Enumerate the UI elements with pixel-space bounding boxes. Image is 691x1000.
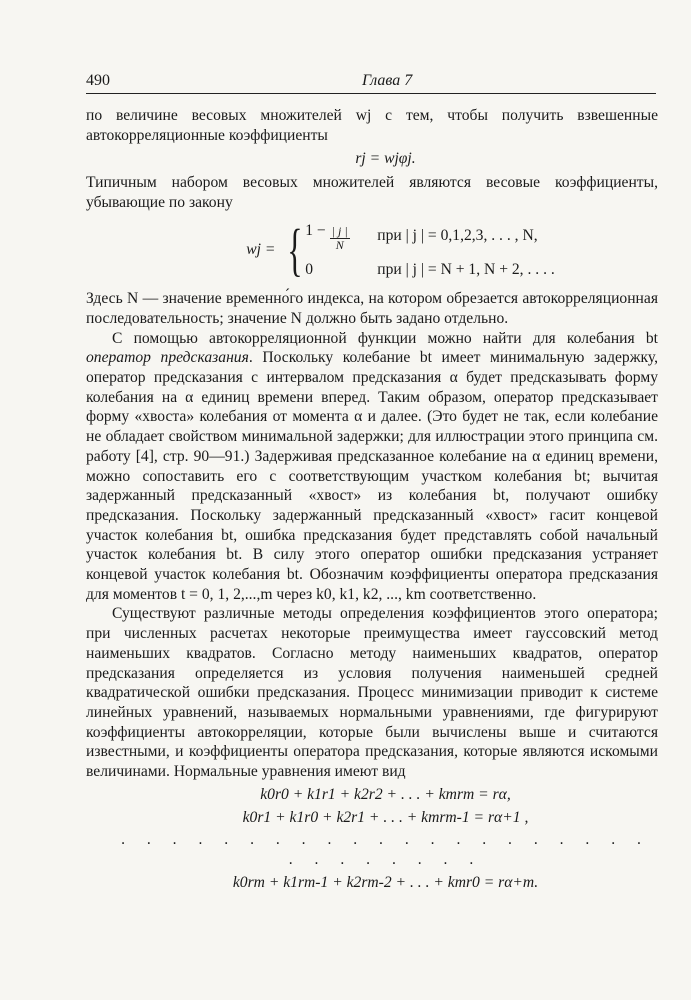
paragraph-5: Существуют различные методы определения коэффициентов этого оператора; при численных расчетах некоторые преимущества имеет гауссовский метод наименьших квадратов. Согласно методу наименьших квадратов, оператор предсказания определяется из условия получения наименьшей средней квадратической ошибки предсказания. Процесс минимизации приводит к системе линейных уравнений, называемых нормальными уравнениями, где фигурируют коэффициенты автокорреляции, которые были вычислены выше и считаются известными, и коэффициенты оператора предсказания, которые являются искомыми величинами. Нормальные уравнения имеют вид <box>86 605 658 781</box>
normal-equation-1: k0r0 + k1r1 + k2r2 + . . . + kmrm = rα, <box>260 785 511 803</box>
case-row-2 <box>305 260 555 280</box>
fraction-numerator: | j | <box>331 223 348 238</box>
paragraph-4-start: С помощью автокорреляционной функции можно найти для колебания bt <box>112 329 658 347</box>
header-rule <box>86 93 656 94</box>
page-header <box>86 72 656 92</box>
term-prediction-operator: оператор предсказания <box>86 349 249 367</box>
fraction-denominator: N <box>335 237 344 252</box>
cases <box>305 221 555 280</box>
paragraph-4-rest: . Поскольку колебание bt имеет минимальную задержку, оператор предсказания с интервалом предсказания α будет предсказывать форму колебания на α единиц времени вперед. Таким образом, оператор предсказывает форму «хвоста» колебания от момента α и далее. (Это будет не так, если колебание не обладает свойством минимальной задержки; для иллюстрации этого принципа см. работу [4], стр. 90—91.) Задерживая предсказанное колебание на α единиц времени, можно сопоставить его с соответствующим участком колебания bt; вычитая задержанный предсказанный «хвост» из колебания bt, получают ошибку предсказания. Поскольку задержанный предсказанный «хвост» гасит концевой участок колебания bt, ошибка предсказания будет представлять собой начальный участок колебания bt. В силу этого оператор ошибки предсказания устраняет концевой участок колебания bt. Обозначим коэффициенты оператора предсказания для моментов t = 0, 1, 2,...,m через k0, k1, k2, ..., km соответственно. <box>86 349 658 603</box>
chapter-title: Глава 7 <box>362 72 413 89</box>
normal-equations <box>113 785 658 893</box>
case-1-condition: при | j | = 0,1,2,3, . . . , N, <box>377 227 538 245</box>
weights-lhs: wj = <box>246 241 276 259</box>
paragraph-3: Здесь N — значение временно́го индекса, на котором обрезается автокорреляционная последовательность; значение N должно быть задано отдельно. <box>86 290 658 327</box>
left-brace: { <box>287 216 303 282</box>
case-row-1 <box>305 221 555 252</box>
case-1-lead: 1 − <box>305 221 326 239</box>
equation-weighted-autocorrelation: rj = wjφj. <box>355 150 416 168</box>
paragraph-4 <box>86 329 658 605</box>
ellipsis-row: . . . . . . . . . . . . . . . . . . . . . . . . . . . . . <box>121 831 650 868</box>
page-body <box>86 106 658 895</box>
paragraph-1: по величине весовых множителей wj с тем, чтобы получить взвешенные автокорреляционные коэффициенты <box>86 107 658 144</box>
case-1-expression <box>305 221 377 252</box>
fraction <box>330 225 350 252</box>
normal-equation-2: k0r1 + k1r0 + k2r1 + . . . + kmrm-1 = rα+1 , <box>242 808 529 826</box>
page-number: 490 <box>86 72 110 89</box>
paragraph-2: Типичным набором весовых множителей являются весовые коэффициенты, убывающие по закону <box>86 174 658 211</box>
case-2-condition: при | j | = N + 1, N + 2, . . . . <box>377 260 555 278</box>
normal-equation-last: k0rm + k1rm-1 + k2rm-2 + . . . + kmr0 = rα+m. <box>232 873 539 891</box>
equation-weights <box>143 216 658 282</box>
case-2-expression: 0 <box>305 260 314 278</box>
